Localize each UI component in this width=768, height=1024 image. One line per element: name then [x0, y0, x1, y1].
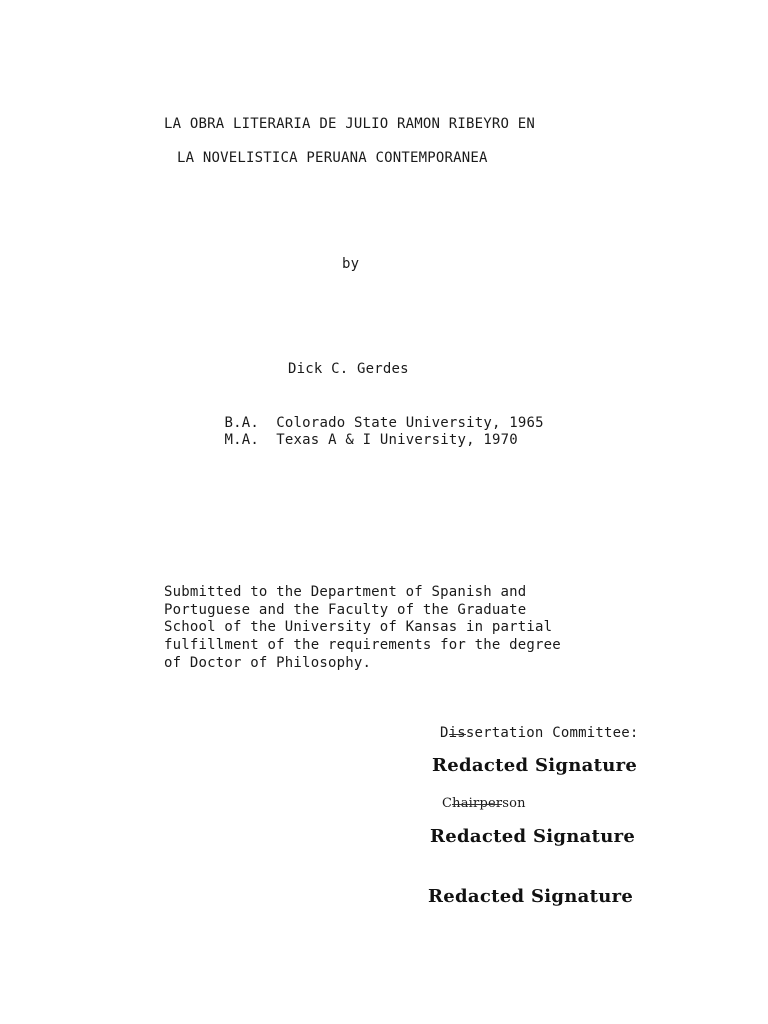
- submission-line-4: fulfillment of the requirements for the degree: [164, 637, 561, 653]
- chairperson-label: [442, 795, 526, 813]
- committee-heading: [440, 724, 638, 742]
- chairperson-rest: son: [502, 796, 526, 811]
- redacted-signature-2: Redacted Signature: [430, 826, 636, 847]
- submission-line-2: Portuguese and the Faculty of the Graduate: [164, 602, 527, 618]
- submission-line-5: of Doctor of Philosophy.: [164, 655, 372, 671]
- committee-heading-start: D: [440, 725, 449, 741]
- degree-ba-text: Colorado State University, 1965: [276, 415, 544, 431]
- committee-heading-rest: sertation Committee:: [465, 725, 639, 741]
- redacted-signature-1: Redacted Signature: [432, 755, 638, 776]
- degree-ma: [190, 413, 518, 467]
- degree-ma-text: Texas A & I University, 1970: [276, 432, 518, 448]
- redacted-signature-3: Redacted Signature: [428, 886, 634, 907]
- degree-ba-abbr: B.A.: [224, 415, 260, 431]
- degree-ma-abbr: M.A.: [224, 432, 260, 448]
- chairperson-start: C: [442, 796, 453, 811]
- submission-line-3: School of the University of Kansas in partial: [164, 619, 553, 635]
- title-line-1: LA OBRA LITERARIA DE JULIO RAMON RIBEYRO EN: [164, 116, 536, 132]
- by-label: by: [342, 256, 360, 272]
- author-name: Dick C. Gerdes: [288, 361, 409, 377]
- submission-line-1: Submitted to the Department of Spanish and: [164, 584, 527, 600]
- chairperson-struck: hairper: [452, 796, 503, 811]
- title-line-2: LA NOVELISTICA PERUANA CONTEMPORANEA: [177, 150, 488, 166]
- committee-heading-struck: is: [448, 725, 466, 741]
